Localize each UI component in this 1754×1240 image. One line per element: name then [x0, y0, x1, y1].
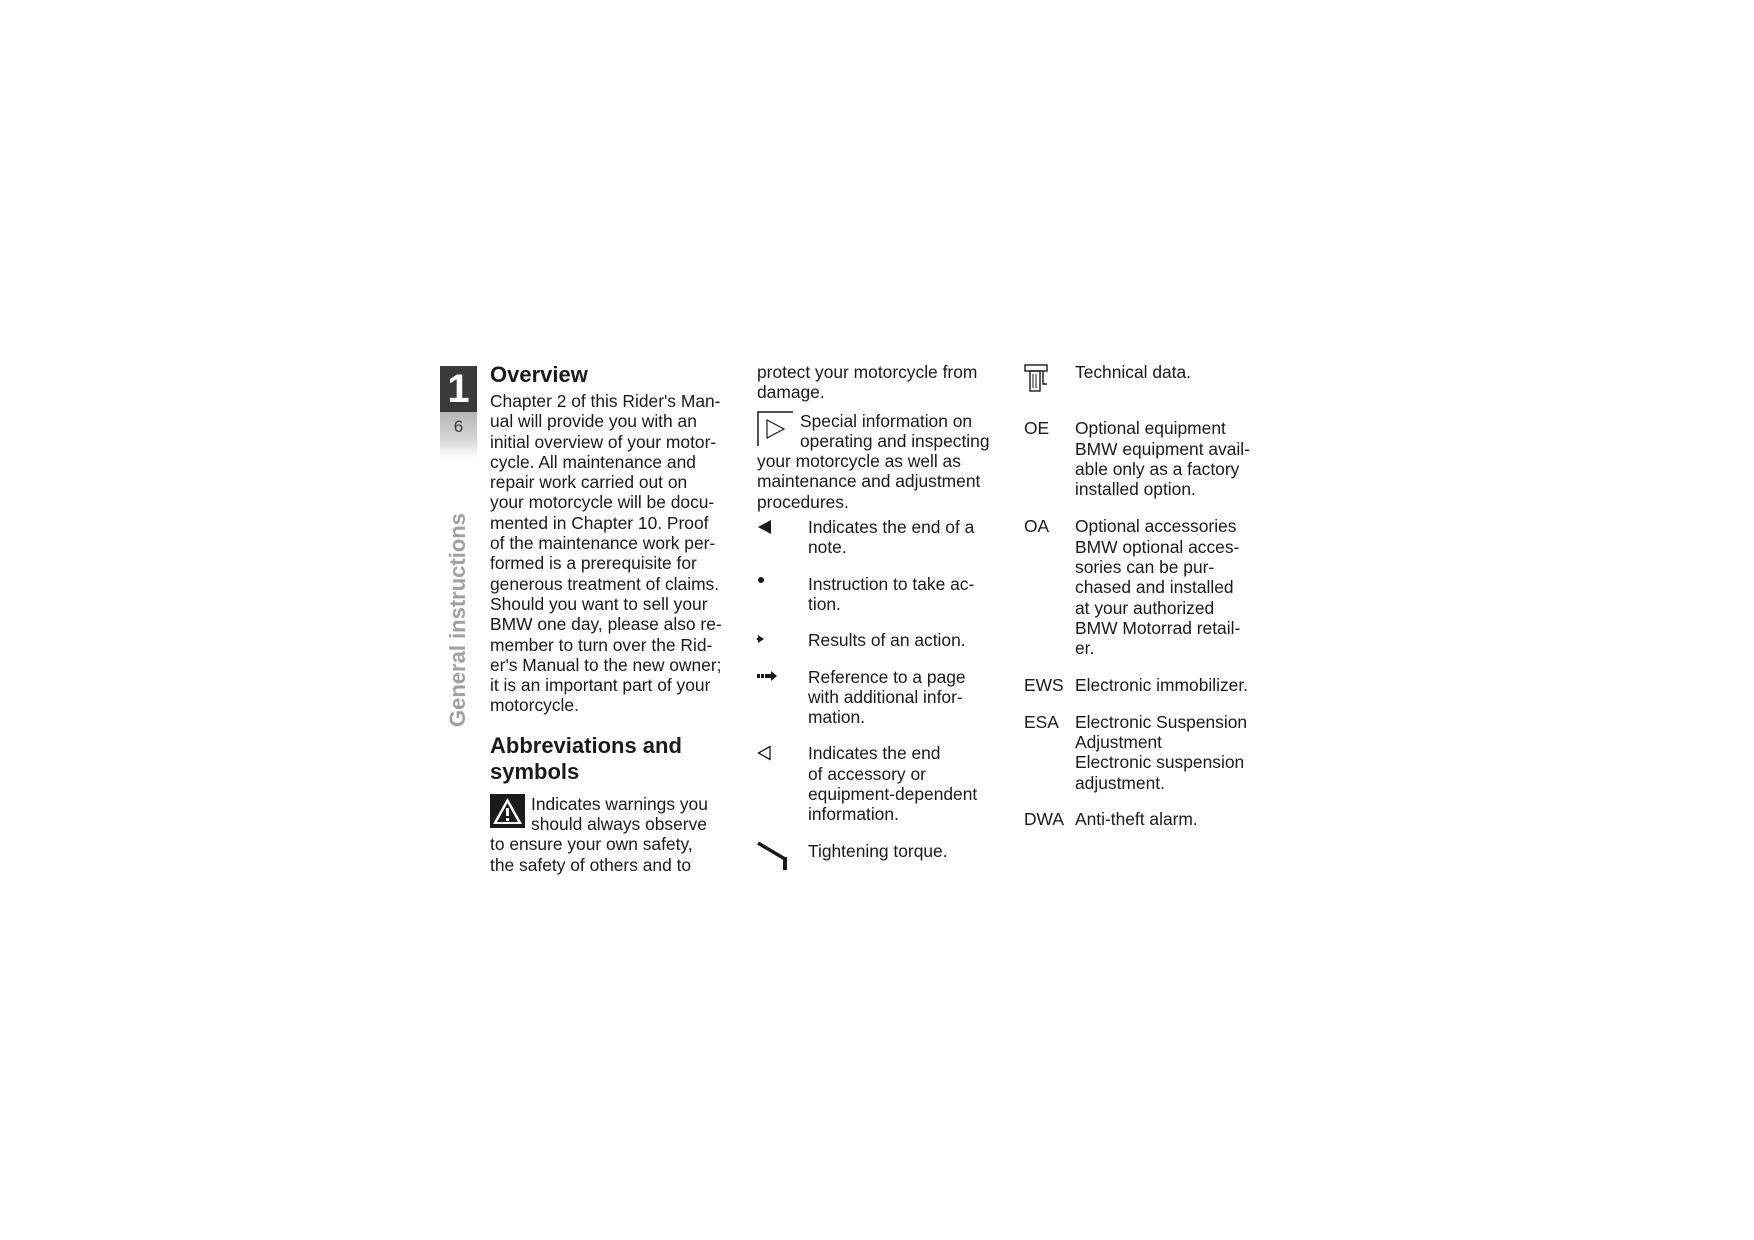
tightening-torque-icon [757, 841, 808, 861]
result-icon [757, 630, 808, 650]
warning-note [490, 794, 740, 875]
column-1 [490, 362, 740, 875]
symbol-description: Instruction to take ac- tion. [808, 573, 975, 614]
warning-triangle-icon [490, 794, 525, 832]
technical-data-icon [1024, 362, 1075, 398]
abbreviation-definition: Optional accessories BMW optional acces- sories can be pur- chased and installed at your authorized BMW Motorrad retail- er. [1075, 516, 1241, 659]
abbreviation-row [1024, 675, 1274, 695]
warning-text: Indicates warnings you should always observe to ensure your own safety, the safety of others and to [490, 793, 708, 875]
abbreviation-code: ESA [1024, 711, 1059, 732]
symbol-row [757, 667, 1007, 728]
abbreviations-heading: Abbreviations and symbols [490, 732, 682, 784]
abbreviation-row [1024, 516, 1274, 658]
symbol-row [757, 841, 1007, 861]
symbol-description: Indicates the end of a note. [808, 517, 975, 558]
abbreviation-code: DWA [1024, 809, 1064, 830]
chapter-title-vertical: General instructions [445, 513, 470, 727]
abbreviation-code: OA [1024, 516, 1050, 537]
symbol-row [757, 630, 1007, 650]
symbol-row [757, 574, 1007, 615]
symbol-row [757, 743, 1007, 824]
symbol-description: Results of an action. [808, 630, 966, 651]
special-info-icon [757, 411, 794, 451]
warning-continuation: protect your motorcycle from damage. [757, 362, 978, 403]
overview-heading: Overview [490, 362, 588, 387]
column-2 [757, 362, 1007, 861]
abbreviation-definition: Electronic immobilizer. [1075, 674, 1248, 695]
technical-data-row [1024, 362, 1274, 398]
page-number: 6 [440, 412, 477, 458]
abbreviation-code: EWS [1024, 674, 1064, 695]
column-3 [1024, 362, 1274, 829]
symbol-row [757, 517, 1007, 558]
end-of-note-icon [757, 517, 808, 537]
abbreviation-definition: Anti-theft alarm. [1075, 809, 1198, 830]
instruction-icon [757, 574, 808, 594]
abbreviation-code: OE [1024, 418, 1050, 439]
abbreviation-row [1024, 809, 1274, 829]
symbol-list [757, 517, 1007, 861]
symbol-description: Reference to a page with additional infor- mation. [808, 666, 966, 728]
abbreviation-row [1024, 418, 1274, 499]
special-info-text: Special information on operating and inspecting your motorcycle as well as maintenance and adjustment procedures. [757, 410, 990, 512]
special-info-note [757, 411, 1007, 512]
technical-data-text: Technical data. [1075, 362, 1192, 382]
end-of-accessory-info-icon [757, 743, 808, 763]
overview-paragraph: Chapter 2 of this Rider's Man- ual will provide you with an initial overview of your motor- cycle. All maintenance and repair work carried out on your motorcycle will be docu- mented in Chapter 10. Proof of the maintenance work per- formed is a prerequisite for generous treatment of claims. Should you want to sell your BMW one day, please also re- member to turn over the Rid- er's Manual to the new owner; it is an important part of your motorcycle. [490, 391, 722, 716]
symbol-description: Indicates the end of accessory or equipment-dependent information. [808, 743, 978, 825]
abbreviation-row [1024, 712, 1274, 793]
page-reference-icon [757, 667, 808, 687]
abbreviation-definition: Optional equipment BMW equipment avail- able only as a factory installed option. [1075, 418, 1250, 500]
symbol-description: Tightening torque. [808, 840, 948, 861]
chapter-number-tab: 1 [440, 366, 477, 412]
abbreviation-definition: Electronic Suspension Adjustment Electronic suspension adjustment. [1075, 711, 1248, 793]
